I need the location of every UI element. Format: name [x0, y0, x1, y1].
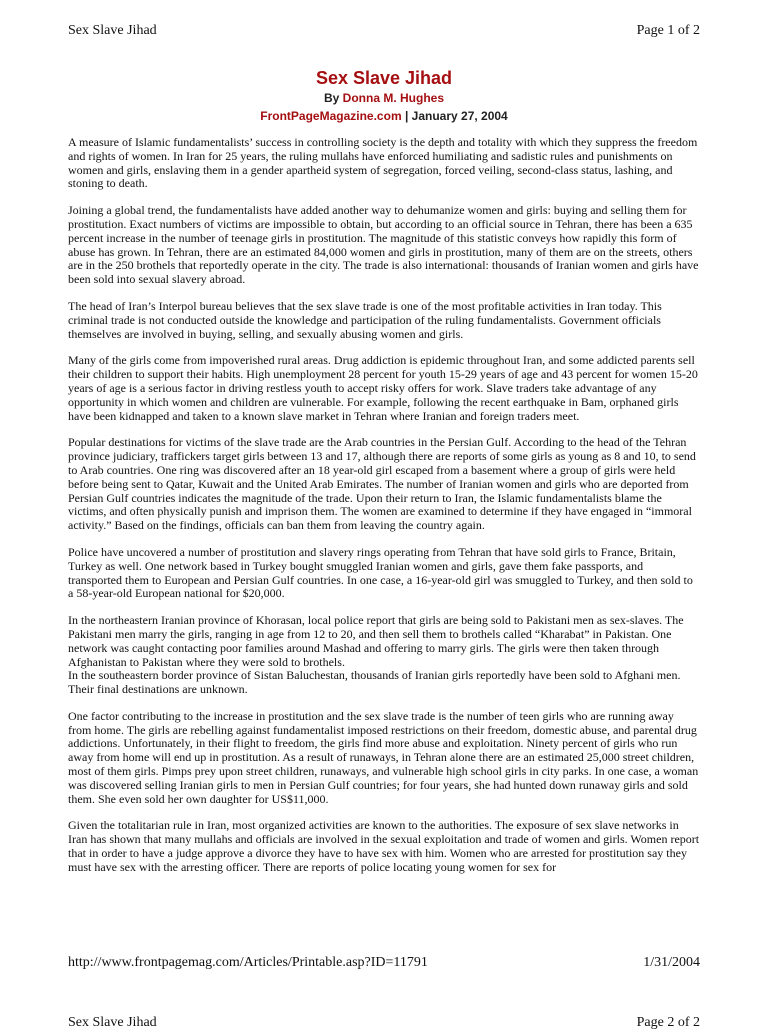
paragraph-1: A measure of Islamic fundamentalists’ success in controlling society is the depth and totality with which they suppress the freedom and rights of women. In Iran for 25 years, the ruling mullahs have enforced humiliating and sadistic rules and punishments on women and girls, enslaving them in a gender apartheid system of segregation, forced veiling, second-class status, lashing, and stoning to death. — [68, 135, 698, 191]
byline-prefix: By — [323, 91, 340, 105]
paragraph-2: Joining a global trend, the fundamentalists have added another way to dehumanize women and girls: buying and selling them for prostitution. Exact numbers of victims are impossible to obtain, but according to an official source in Tehran, there has been a 635 percent increase in the number of teenage girls in prostitution. The magnitude of this statistic conveys how rapidly this form of abuse has grown. In Tehran, there are an estimated 84,000 women and girls in prostitution, many of them are on the streets, others are in the 250 brothels that reportedly operate in the city. The trade is also international: thousands of Iranian women and girls have been sold into sexual slavery abroad. — [68, 203, 699, 287]
paragraph-3: The head of Iran’s Interpol bureau believes that the sex slave trade is one of the most profitable activities in Iran today. This criminal trade is not conducted outside the knowledge and participation of the ruling fundamentalists. Government officials themselves are involved in buying, selling, and sexually abusing women and girls. — [68, 298, 662, 341]
running-header-title: Sex Slave Jihad — [68, 23, 157, 38]
paragraph-9: Given the totalitarian rule in Iran, most organized activities are known to the authorities. The exposure of sex slave networks in Iran has shown that many mullahs and officials are involved in the sexual exploitation and trade of women and girls. Women report that in order to have a judge approve a divorce they have to have sex with him. Women who are arrested for prostitution say they must have sex with the arresting officer. There are reports of police locating young women for sex for — [68, 818, 700, 874]
footer-url: http://www.frontpagemag.com/Articles/Printable.asp?ID=11791 — [68, 955, 428, 970]
source-link[interactable]: FrontPageMagazine.com — [260, 109, 402, 123]
running-header-page-number: Page 1 of 2 — [636, 23, 700, 38]
article-heading — [0, 68, 768, 124]
next-page-header-page-number: Page 2 of 2 — [636, 1015, 700, 1030]
article-title: Sex Slave Jihad — [315, 68, 453, 88]
source-line — [0, 109, 768, 124]
paragraph-8: One factor contributing to the increase in prostitution and the sex slave trade is the number of teen girls who are running away from home. The girls are rebelling against fundamentalist imposed restrictions on their freedom, domestic abuse, and parental drug addictions. Unfortunately, in their flight to freedom, the girls find more abuse and exploitation. Ninety percent of girls who run away from home will end up in prostitution. As a result of runaways, in Tehran alone there are an estimated 25,000 street children, most of them girls. Pimps prey upon street children, runaways, and vulnerable high school girls in city parks. In one case, a woman was discovered selling Iranian girls to men in Persian Gulf countries; for four years, she had hunted down runaway girls and sold them. She even sold her own daughter for US$11,000. — [68, 708, 699, 806]
article-body — [68, 136, 700, 888]
byline — [0, 91, 768, 106]
paragraph-6: Police have uncovered a number of prostitution and slavery rings operating from Tehran that have sold girls to France, Britain, Turkey as well. One network based in Turkey bought smuggled Iranian women and girls, gave them fake passports, and transported them to European and Persian Gulf countries. In one case, a 16-year-old girl was smuggled to Turkey, and then sold to a 58-year-old European national for $20,000. — [68, 544, 693, 601]
source-separator: | — [404, 109, 409, 123]
paragraph-4: Many of the girls come from impoverished rural areas. Drug addiction is epidemic throughout Iran, and some addicted parents sell their children to support their habits. High unemployment 28 percent for youth 15-29 years of age and 43 percent for women 15-20 years of age is a serious factor in driving restless youth to accept risky offers for work. Slave traders take advantage of any opportunity in which women and children are vulnerable. For example, following the recent earthquake in Bam, orphaned girls have been kidnapped and taken to a known slave market in Tehran where Iranian and foreign traders meet. — [68, 353, 698, 423]
paragraph-7: In the northeastern Iranian province of Khorasan, local police report that girls are being sold to Pakistani men as sex-slaves. The Pakistani men marry the girls, ranging in age from 12 to 20, and then sell them to brothels called “Kharabat” in Pakistan. One network was caught contacting poor families around Mashad and offering to marry girls. The girls were then taken through Afghanistan to Pakistan where they were sold to brothels. In the southeastern border province of Sistan Baluchestan, thousands of Iranian girls reportedly have been sold to Afghani men. Their final destinations are unknown. — [68, 613, 684, 697]
author-link[interactable]: Donna M. Hughes — [342, 91, 445, 105]
footer-print-date: 1/31/2004 — [643, 955, 700, 970]
next-page-header-title: Sex Slave Jihad — [68, 1015, 157, 1030]
publication-date: January 27, 2004 — [411, 109, 508, 123]
paragraph-5: Popular destinations for victims of the slave trade are the Arab countries in the Persian Gulf. According to the head of the Tehran province judiciary, traffickers target girls between 13 and 17, although there are reports of some girls as young as 8 and 10, to send to Arab countries. One ring was discovered after an 18 year-old girl escaped from a basement where a group of girls were held before being sent to Qatar, Kuwait and the United Arab Emirates. The number of Iranian women and girls who are deported from Persian Gulf countries indicates the magnitude of the trade. Upon their return to Iran, the Islamic fundamentalists blame the victims, and often physically punish and imprison them. The women are examined to determine if they have engaged in “immoral activity.” Based on the findings, officials can ban them from leaving the country again. — [68, 435, 696, 533]
